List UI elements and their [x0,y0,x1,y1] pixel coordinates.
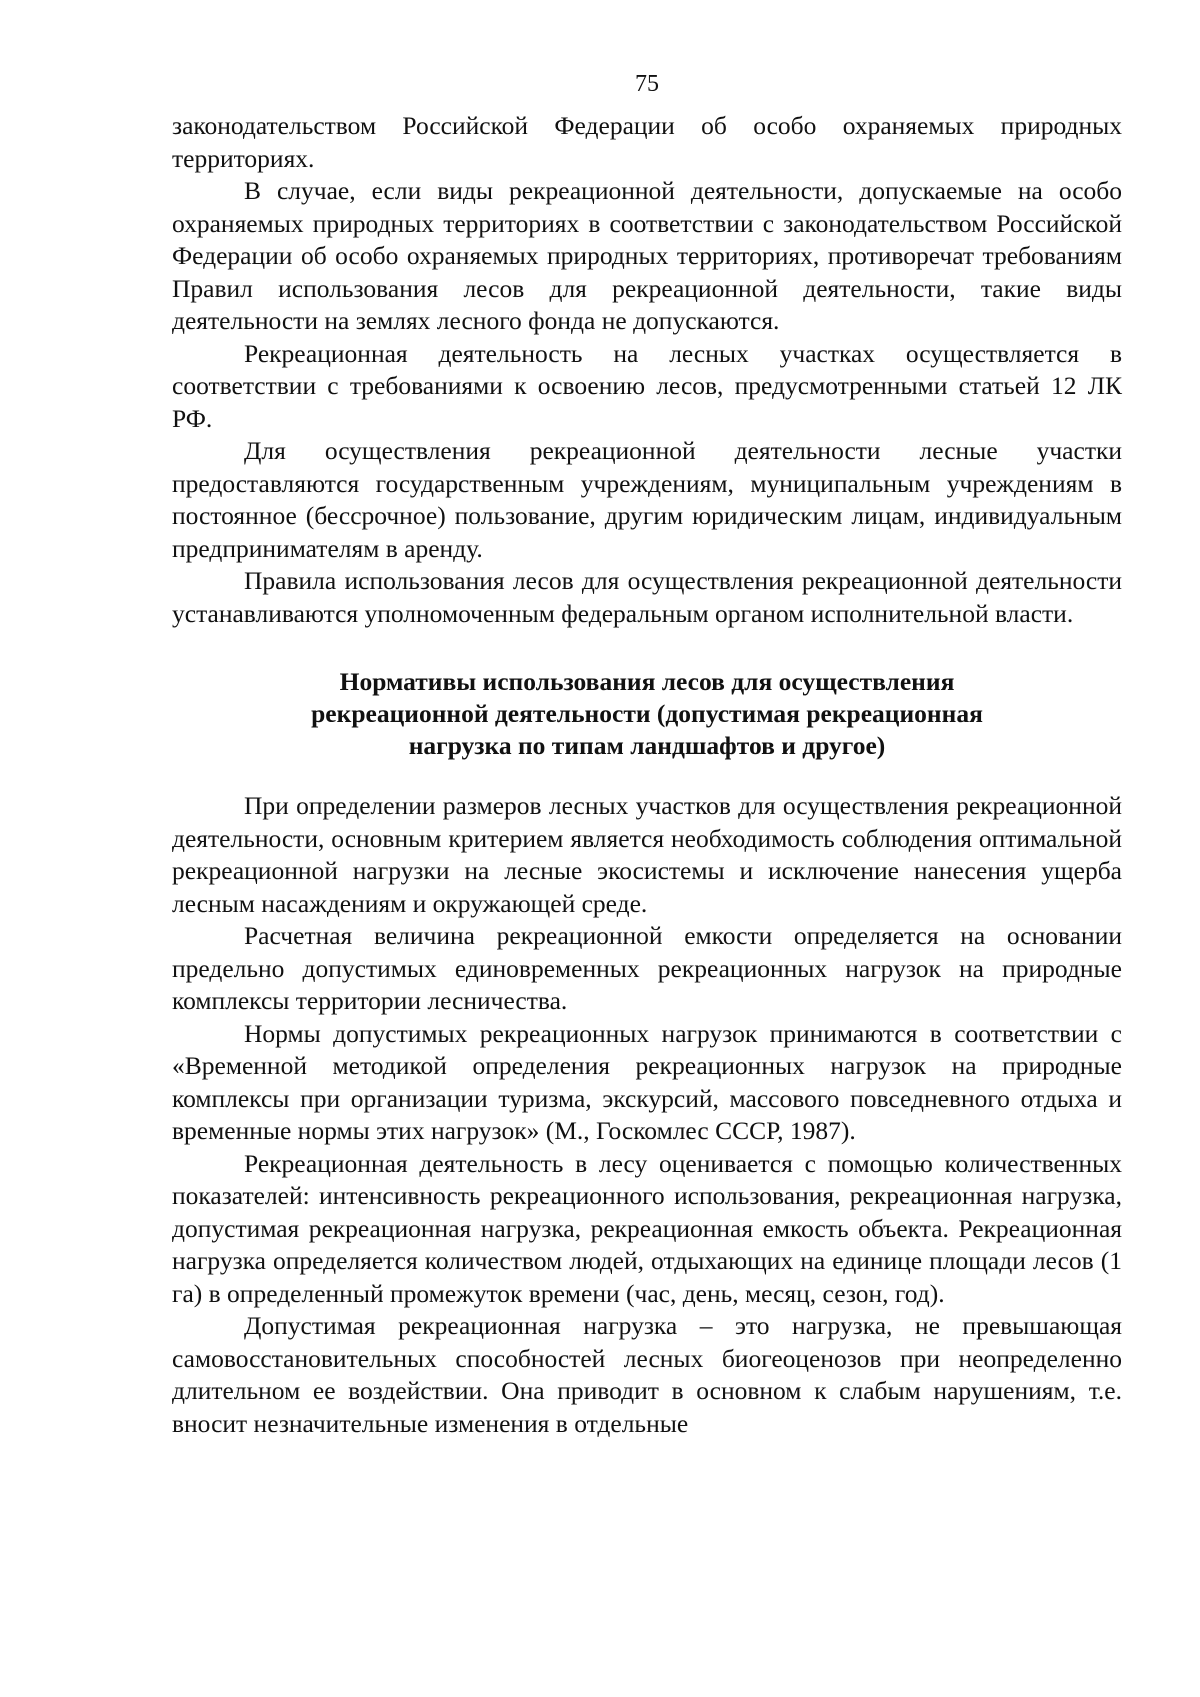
paragraph-load-norms: Нормы допустимых рекреационных нагрузок принимаются в соответствии с «Временной методикой определения рекреационных нагрузок на природные комплексы при организации туризма, экскурсий, массового повседневного отдыха и временные нормы этих нагрузок» (М., Госкомлес СССР, 1987). [172,1018,1122,1145]
document-page [172,70,1122,1440]
paragraph-continuation: законодательством Российской Федерации об особо охраняемых природных территориях. [172,111,1122,173]
section-heading-line: рекреационной деятельности (допустимая рекреационная [311,699,983,728]
section-heading [172,666,1122,762]
section-heading-line: Нормативы использования лесов для осуществления [339,667,955,696]
page-number: 75 [635,71,659,97]
paragraph-recreational-activity: Рекреационная деятельность на лесных участках осуществляется в соответствии с требованиями к освоению лесов, предусмотренными статьей 12 ЛК РФ. [172,338,1122,433]
paragraph-protected-areas: В случае, если виды рекреационной деятельности, допускаемые на особо охраняемых природных территориях в соответствии с законодательством Российской Федерации об особо охраняемых природных территориях, противоречат требованиям Правил использования лесов для рекреационной деятельности, такие виды деятельности на землях лесного фонда не допускаются. [172,176,1122,335]
paragraph-plot-size-criteria: При определении размеров лесных участков для осуществления рекреационной деятельности, основным критерием является необходимость соблюдения оптимальной рекреационной нагрузки на лесные экосистемы и исключение нанесения ущерба лесным насаждениям и окружающей среде. [172,791,1122,918]
paragraph-permissible-load: Допустимая рекреационная нагрузка – это нагрузка, не превышающая самовосстановительных способностей лесных биогеоценозов при неопределенно длительном ее воздействии. Она приводит в основном к слабым нарушениям, т.е. вносит незначительные изменения в отдельные [172,1311,1122,1438]
paragraph-recreational-capacity: Расчетная величина рекреационной емкости определяется на основании предельно допустимых единовременных рекреационных нагрузок на природные комплексы территории лесничества. [172,921,1122,1015]
paragraph-rules: Правила использования лесов для осуществления рекреационной деятельности устанавливаются уполномоченным федеральным органом исполнительной власти. [172,566,1122,628]
section-heading-line: нагрузка по типам ландшафтов и другое) [408,731,886,760]
paragraph-indicators: Рекреационная деятельность в лесу оценивается с помощью количественных показателей: интенсивность рекреационного использования, рекреационная нагрузка, допустимая рекреационная нагрузка, рекреационная емкость объекта. Рекреационная нагрузка определяется количеством людей, отдыхающих на единице площади лесов (1 га) в определенный промежуток времени (час, день, месяц, сезон, год). [172,1148,1122,1308]
paragraph-forest-plots-provision: Для осуществления рекреационной деятельности лесные участки предоставляются государственным учреждениям, муниципальным учреждениям в постоянное (бессрочное) пользование, другим юридическим лицам, индивидуальным предпринимателям в аренду. [172,436,1122,563]
